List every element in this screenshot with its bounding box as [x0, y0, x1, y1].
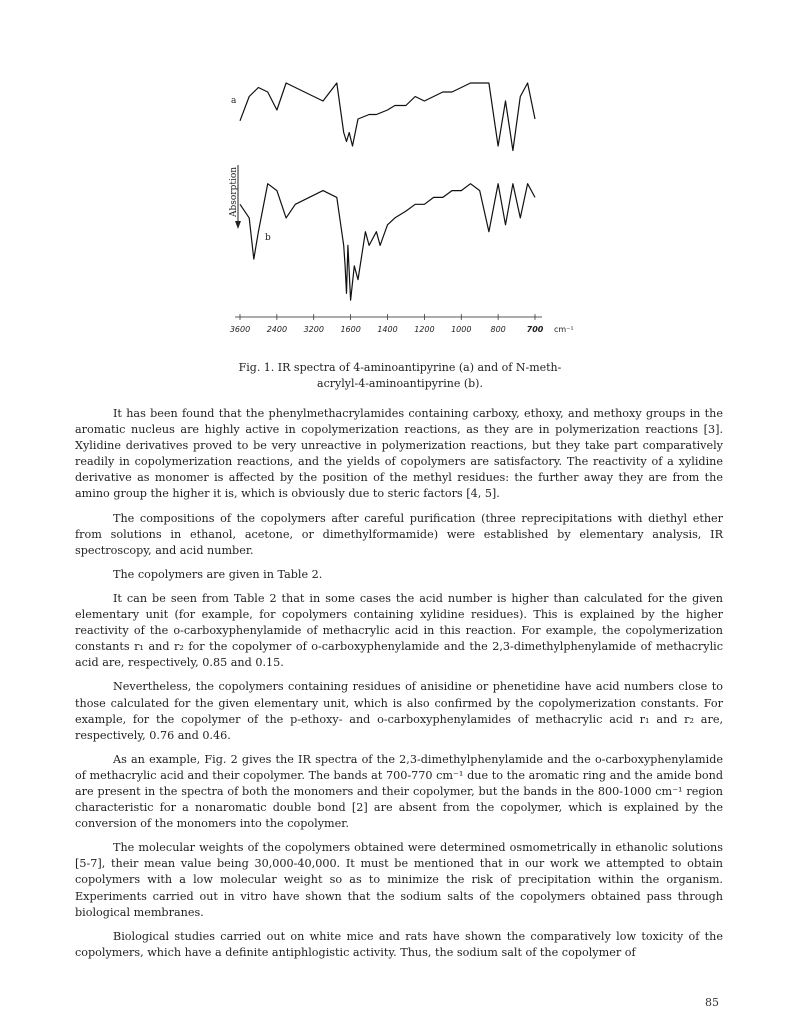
paragraph: It has been found that the phenylmethacrylamides containing carboxy, ethoxy, and methoxy groups in the aromatic nucleus are highly active in copolymerization reactions, as they are in polymerization reactions [3]. Xylidine derivatives proved to be very unreactive in polymerization reactions, but they take part comparatively readily in copolymerization reactions, and the yields of copolymers are satisfactory. The reactivity of a xylidine derivative as monomer is affected by the position of the methyl residues: the further away they are from the amino group the higher it is, which is obviously due to steric factors [4, 5]. [75, 407, 723, 501]
paragraph: Biological studies carried out on white mice and rats have shown the comparatively low toxicity of the copolymers, which have a definite antiphlogistic activity. Thus, the sodium salt of the copolymer of [75, 929, 723, 959]
curve-a-label: a [231, 96, 237, 106]
paragraph: The copolymers are given in Table 2. [113, 567, 323, 581]
paragraph: The compositions of the copolymers after careful purification (three reprecipitations with diethyl ether from solutions in ethanol, acetone, or dimethylformamide) were established by elementary analysis, IR spectroscopy, and acid number. [75, 511, 723, 557]
x-axis-unit: cm⁻¹ [554, 325, 574, 334]
page-number: 85 [705, 996, 719, 1009]
caption-line-1: Fig. 1. IR spectra of 4-aminoantipyrine (a) and of N-meth- [238, 361, 562, 374]
x-tick-label: 1600 [340, 325, 361, 334]
body-text [75, 406, 723, 969]
x-tick-label: 1200 [414, 325, 435, 334]
paragraph: It can be seen from Table 2 that in some cases the acid number is higher than calculated for the given elementary unit (for example, for copolymers containing xylidine residues). This is explained by the higher reactivity of the o-carboxyphenylamide of methacrylic acid in this reaction. For example, the copolymerization constants r₁ and r₂ for the copolymer of o-carboxyphenylamide and the 2,3-dimethylphenylamide of methacrylic acid are, respectively, 0.85 and 0.15. [75, 591, 723, 670]
spectra-series [240, 83, 535, 300]
caption-line-2: acrylyl-4-aminoantipyrine (b). [317, 377, 483, 390]
x-tick-label: 1400 [377, 325, 398, 334]
spectrum-line-b [240, 184, 535, 301]
x-tick-label: 2400 [266, 325, 288, 334]
x-tick-label: 700 [526, 325, 544, 334]
curve-b-label: b [265, 233, 271, 243]
paragraph: The molecular weights of the copolymers obtained were determined osmometrically in ethanolic solutions [5-7], their mean value being 30,000-40,000. It must be mentioned that in our work we attempted to obtain copolymers with a low molecular weight so as to minimize the risk of precipitation within the organism. Experiments carried out in vitro have shown that the sodium salts of the copolymers obtained pass through biological membranes. [75, 841, 723, 919]
x-tick-label: 3200 [303, 325, 324, 334]
x-tick-label: 800 [490, 325, 506, 334]
figure-caption [150, 360, 650, 392]
paragraph: Nevertheless, the copolymers containing residues of anisidine or phenetidine have acid numbers close to those calculated for the given elementary unit, which is also confirmed by the copolymerization constants. For example, for the copolymer of the p-ethoxy- and o-carboxyphenylamides of methacrylic acid r₁ and r₂ are, respectively, 0.76 and 0.46. [75, 680, 723, 742]
y-axis-label: Absorption [229, 166, 239, 217]
x-tick-label: 3600 [229, 325, 251, 334]
y-axis-arrow-head [235, 221, 241, 229]
ir-spectra-chart [210, 45, 600, 345]
ir-spectra-figure [210, 45, 600, 345]
spectrum-line-a [240, 83, 535, 151]
x-tick-label: 1000 [451, 325, 472, 334]
paragraph: As an example, Fig. 2 gives the IR spectra of the 2,3-dimethylphenylamide and the o-carboxyphenylamide of methacrylic acid and their copolymer. The bands at 700-770 cm⁻¹ due to the aromatic ring and the amide bond are present in the spectra of both the monomers and their copolymer, but the bands in the 800-1000 cm⁻¹ region characteristic for a nonaromatic double bond [2] are absent from the copolymer, which is explained by the conversion of the monomers into the copolymer. [75, 752, 723, 831]
